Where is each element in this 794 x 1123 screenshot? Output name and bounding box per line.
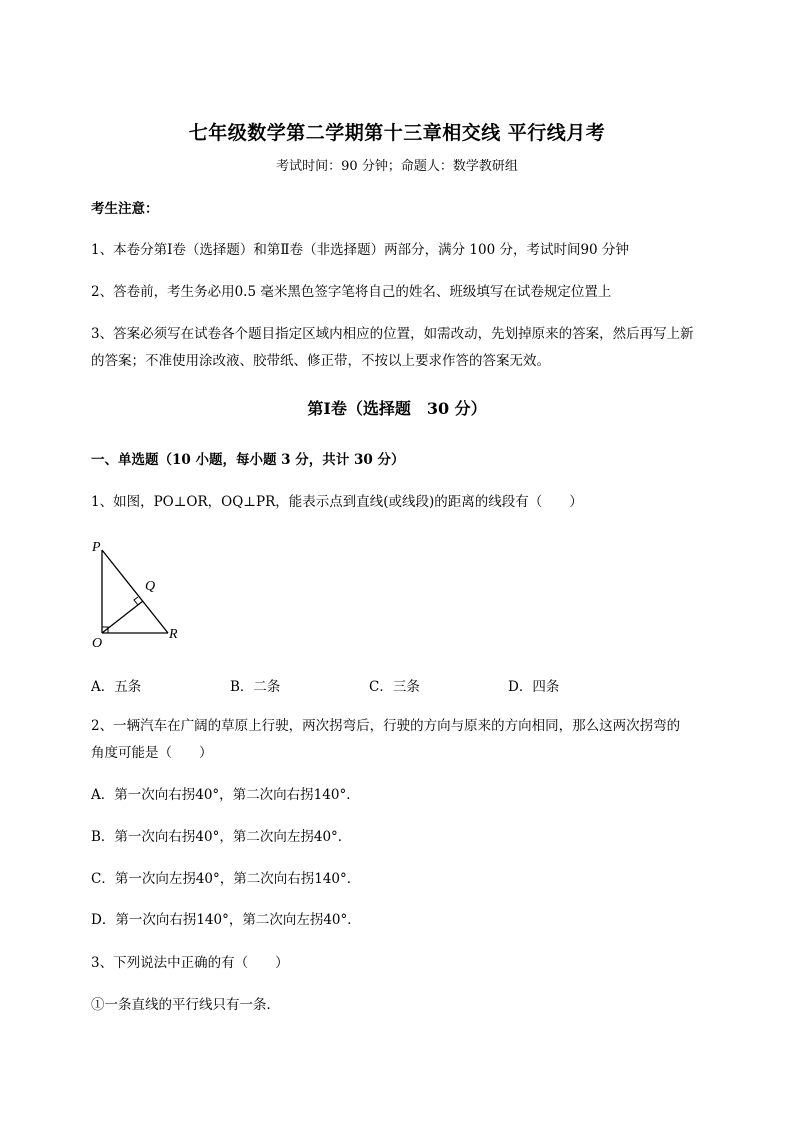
notice-heading: 考生注意：	[91, 201, 159, 217]
question-1-option-a: A．五条	[91, 679, 142, 695]
question-1-option-b: B．二条	[230, 679, 281, 695]
question-2-option-a: A．第一次向右拐40°，第二次向右拐140°．	[91, 787, 360, 803]
question-1-option-d: D．四条	[508, 679, 560, 695]
label-o: O	[92, 636, 103, 649]
label-p: P	[92, 540, 101, 555]
notice-item-2: 2、答卷前，考生务必用0.5 毫米黑色签字笔将自己的姓名、班级填写在试卷规定位置上	[91, 284, 612, 300]
question-2-stem-line-1: 2、一辆汽车在广阔的草原上行驶，两次拐弯后，行驶的方向与原来的方向相同，那么这两次拐弯的	[91, 718, 681, 734]
question-2-option-b: B．第一次向右拐40°，第二次向左拐40°．	[91, 829, 352, 845]
question-1-option-c: C．三条	[369, 679, 420, 695]
notice-item-1: 1、本卷分第Ⅰ卷（选择题）和第Ⅱ卷（非选择题）两部分，满分 100 分，考试时间90 分钟	[91, 242, 629, 258]
triangle-figure	[88, 534, 198, 649]
notice-item-3-line-2: 的答案；不准使用涂改液、胶带纸、修正带，不按以上要求作答的答案无效。	[91, 353, 550, 369]
part-heading: 一、单选题（10 小题，每小题 3 分，共计 30 分）	[91, 452, 405, 468]
question-3-item-1: ①一条直线的平行线只有一条．	[91, 997, 280, 1013]
question-2-option-c: C．第一次向左拐40°，第二次向右拐140°．	[91, 871, 361, 887]
question-3-stem: 3、下列说法中正确的有（ ）	[91, 955, 289, 971]
notice-item-3-line-1: 3、答案必须写在试卷各个题目指定区域内相应的位置，如需改动，先划掉原来的答案，然后再写上新	[91, 326, 694, 342]
label-q: Q	[145, 579, 156, 594]
question-2-option-d: D．第一次向右拐140°，第二次向左拐40°．	[91, 912, 361, 928]
page-title: 七年级数学第二学期第十三章相交线 平行线月考	[188, 122, 606, 144]
section-title: 第Ⅰ卷（选择题 30 分）	[307, 399, 487, 418]
question-2-stem-line-2: 角度可能是（ ）	[91, 745, 213, 761]
label-r: R	[169, 627, 178, 642]
exam-info: 考试时间：90 分钟；命题人：数学教研组	[276, 159, 518, 174]
question-1-stem: 1、如图，PO⊥OR，OQ⊥PR，能表示点到直线(或线段)的距离的线段有（ ）	[91, 494, 583, 510]
